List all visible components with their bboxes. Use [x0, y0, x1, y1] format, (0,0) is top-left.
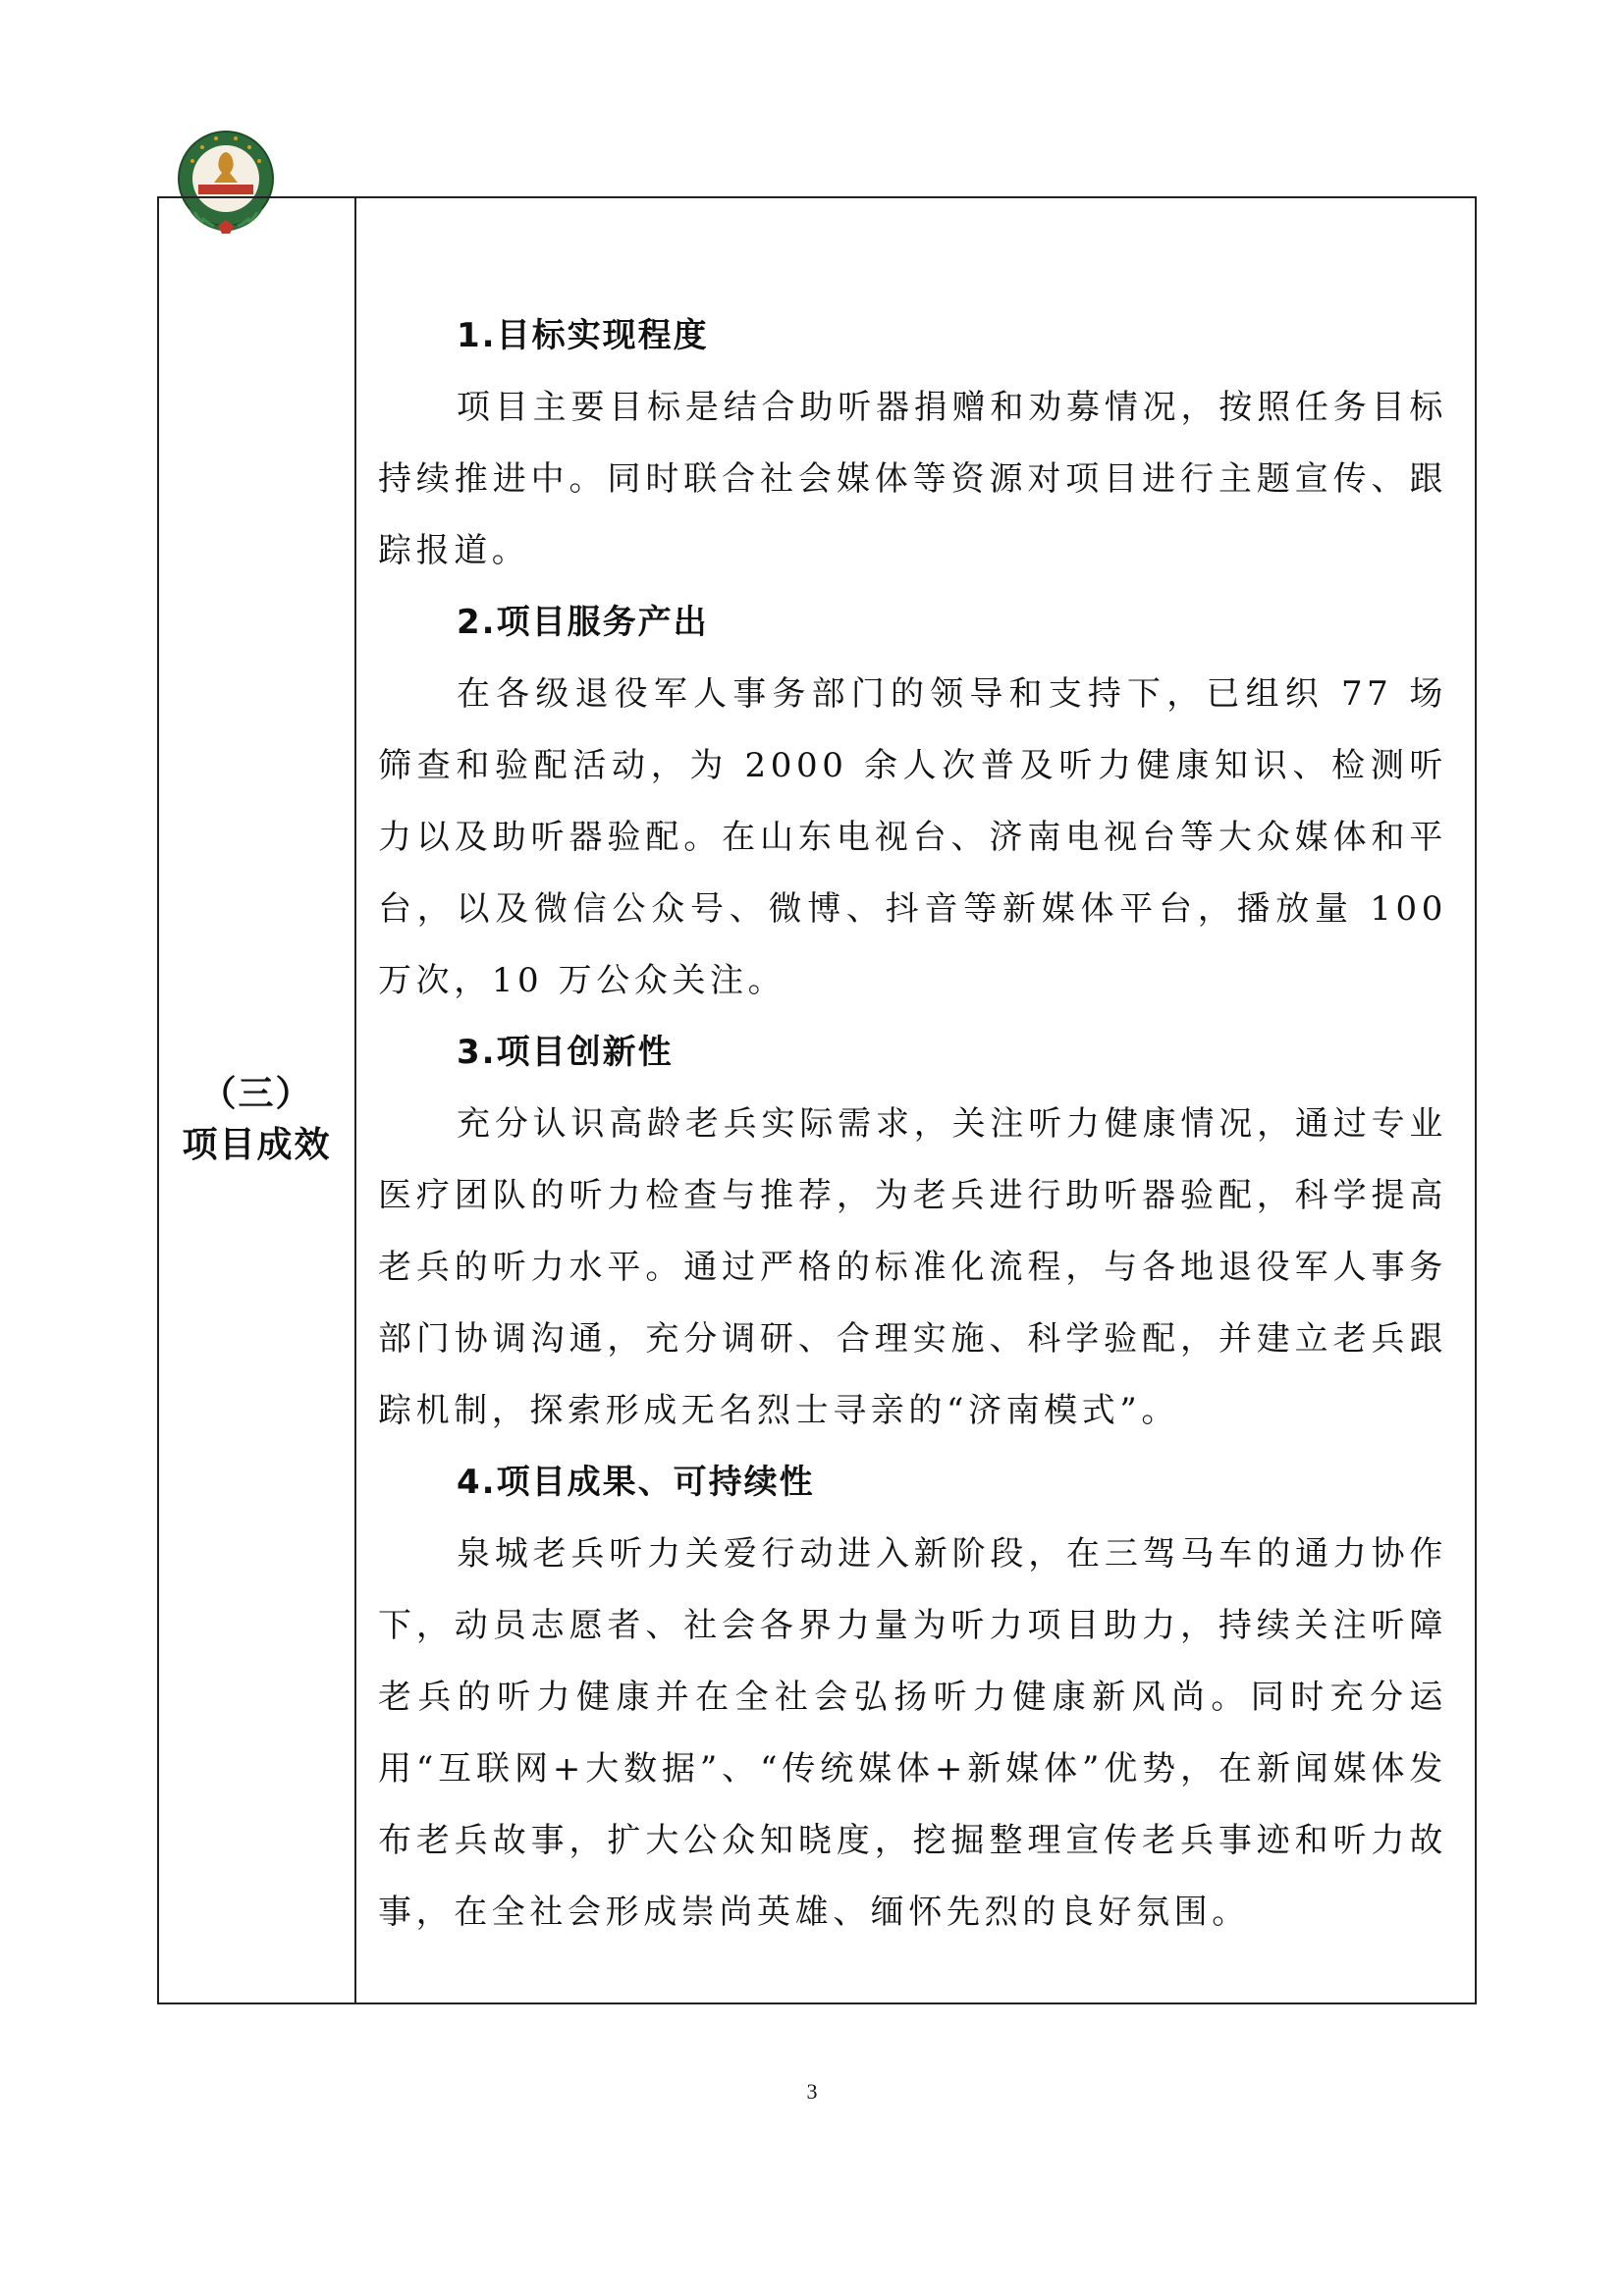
section-number: （三）: [200, 1074, 313, 1114]
section-label-cell: [159, 198, 356, 2002]
section-content-cell: [356, 198, 1475, 2002]
item-text-innovation: 充分认识高龄老兵实际需求，关注听力健康情况，通过专业医疗团队的听力检查与推荐，为老兵进行助听器验配，科学提高老兵的听力水平。通过严格的标准化流程，与各地退役军人事务部门协调沟通，充分调研、合理实施、科学验配，并建立老兵跟踪机制，探索形成无名烈士寻亲的“济南模式”。: [378, 1104, 1447, 1430]
item-heading-output: 2.项目服务产出: [457, 603, 709, 642]
section-title: 项目成效: [182, 1125, 332, 1165]
item-text-goal: 项目主要目标是结合助听器捐赠和劝募情况，按照任务目标持续推进中。同时联合社会媒体等资源对项目进行主题宣传、跟踪报道。: [378, 388, 1447, 570]
item-heading-innovation: 3.项目创新性: [457, 1033, 674, 1072]
page-number: 3: [806, 2079, 818, 2104]
item-text-results: 泉城老兵听力关爱行动进入新阶段，在三驾马车的通力协作下，动员志愿者、社会各界力量为听力项目助力，持续关注听障老兵的听力健康并在全社会弘扬听力健康新风尚。同时充分运用“互联网+大数据”、“传统媒体+新媒体”优势，在新闻媒体发布老兵故事，扩大公众知晓度，挖掘整理宣传老兵事迹和听力故事，在全社会形成崇尚英雄、缅怀先烈的良好氛围。: [378, 1534, 1447, 1932]
item-text-output: 在各级退役军人事务部门的领导和支持下，已组织 77 场筛查和验配活动，为 2000 余人次普及听力健康知识、检测听力以及助听器验配。在山东电视台、济南电视台等大众媒体和平台，以及微信公众号、微博、抖音等新媒体平台，播放量 100 万次，10 万公众关注。: [378, 674, 1447, 1000]
item-heading-results: 4.项目成果、可持续性: [457, 1463, 815, 1502]
item-heading-goal: 1.目标实现程度: [457, 316, 709, 355]
project-table: [157, 196, 1477, 2004]
